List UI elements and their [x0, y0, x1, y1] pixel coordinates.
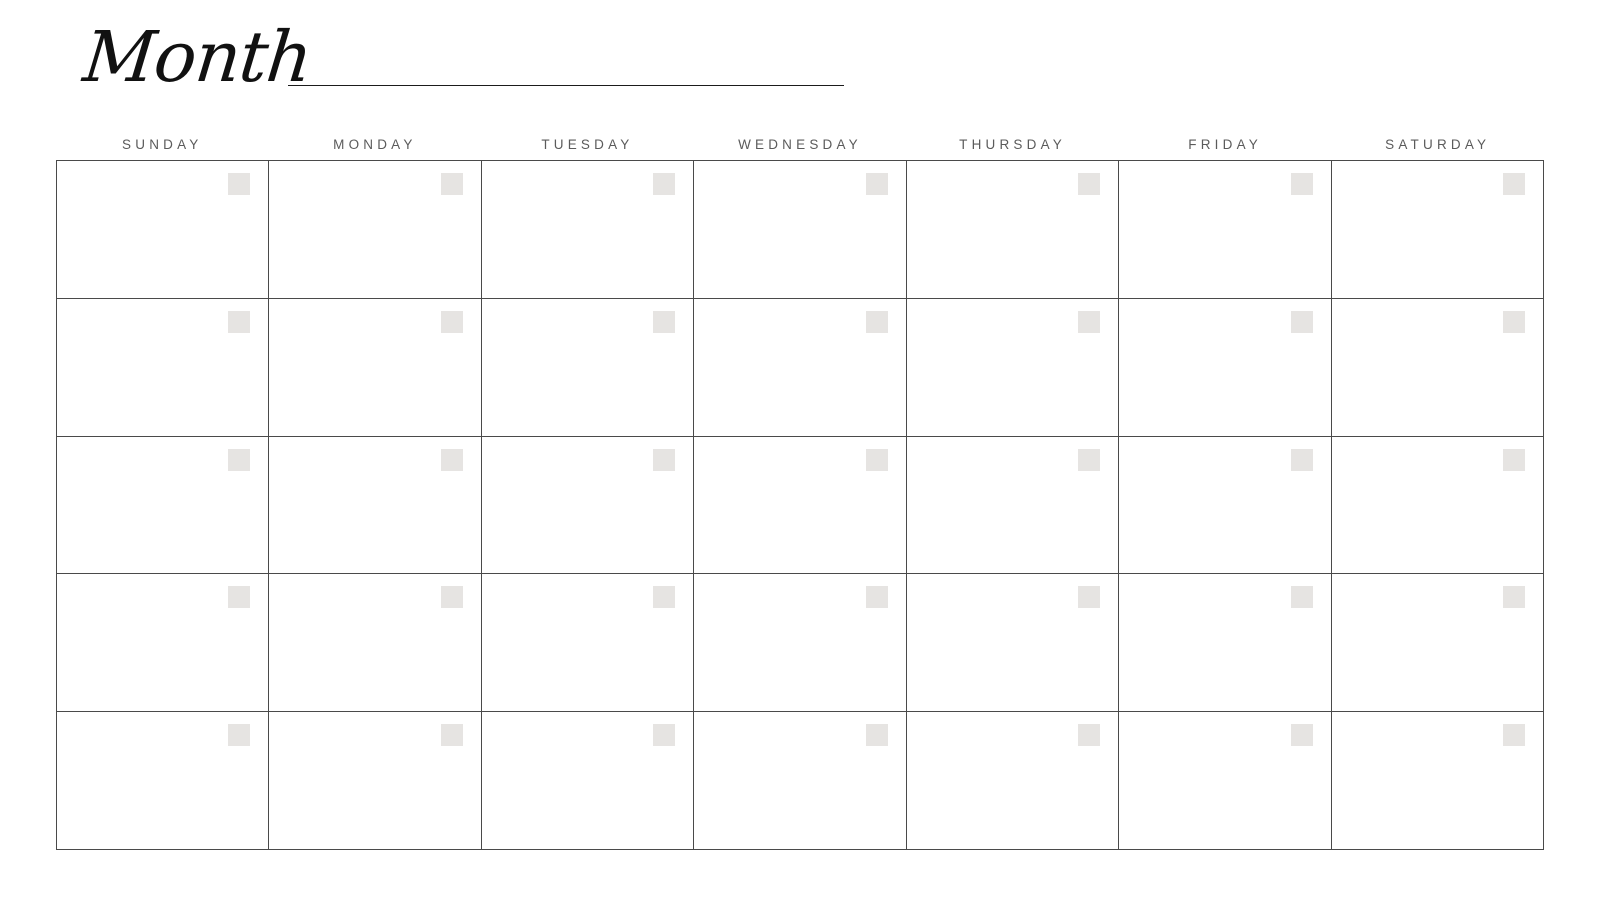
date-number[interactable]	[1291, 586, 1313, 608]
calendar-day-cell[interactable]	[907, 161, 1119, 299]
date-number[interactable]	[441, 586, 463, 608]
date-number[interactable]	[228, 311, 250, 333]
date-number[interactable]	[653, 449, 675, 471]
page-title	[79, 16, 316, 98]
calendar-day-cell[interactable]	[1119, 299, 1331, 437]
calendar-day-cell[interactable]	[57, 574, 269, 712]
calendar-day-cell[interactable]	[57, 299, 269, 437]
calendar-day-cell[interactable]	[907, 299, 1119, 437]
date-number[interactable]	[1503, 586, 1525, 608]
date-number[interactable]	[1078, 724, 1100, 746]
date-number[interactable]	[1291, 724, 1313, 746]
calendar-day-cell[interactable]	[694, 574, 906, 712]
calendar-day-cell[interactable]	[269, 437, 481, 575]
dayname-saturday: SATURDAY	[1385, 136, 1491, 152]
date-number[interactable]	[1291, 311, 1313, 333]
date-number[interactable]	[866, 311, 888, 333]
date-number[interactable]	[441, 311, 463, 333]
page-title-text: Month	[79, 16, 316, 98]
calendar-grid	[56, 160, 1544, 850]
calendar-day-cell[interactable]	[907, 712, 1119, 850]
date-number[interactable]	[866, 724, 888, 746]
calendar-day-cell[interactable]	[1119, 712, 1331, 850]
calendar-day-cell[interactable]	[907, 437, 1119, 575]
date-number[interactable]	[653, 173, 675, 195]
calendar-day-cell[interactable]	[1119, 574, 1331, 712]
calendar-day-cell[interactable]	[1332, 712, 1544, 850]
dayname-wednesday: WEDNESDAY	[738, 136, 862, 152]
calendar-day-cell[interactable]	[482, 299, 694, 437]
date-number[interactable]	[228, 586, 250, 608]
calendar-day-cell[interactable]	[269, 712, 481, 850]
date-number[interactable]	[228, 173, 250, 195]
date-number[interactable]	[1503, 449, 1525, 471]
dayname-thursday: THURSDAY	[959, 136, 1066, 152]
calendar-day-cell[interactable]	[694, 437, 906, 575]
calendar-day-cell[interactable]	[694, 161, 906, 299]
date-number[interactable]	[653, 311, 675, 333]
calendar-day-cell[interactable]	[907, 574, 1119, 712]
date-number[interactable]	[441, 173, 463, 195]
date-number[interactable]	[1078, 586, 1100, 608]
calendar-day-cell[interactable]	[694, 299, 906, 437]
date-number[interactable]	[653, 724, 675, 746]
date-number[interactable]	[866, 173, 888, 195]
calendar-day-cell[interactable]	[482, 712, 694, 850]
calendar-day-cell[interactable]	[694, 712, 906, 850]
calendar-day-cell[interactable]	[269, 161, 481, 299]
calendar-day-cell[interactable]	[1332, 299, 1544, 437]
day-name-row	[56, 130, 1544, 158]
date-number[interactable]	[228, 449, 250, 471]
calendar-day-cell[interactable]	[1332, 161, 1544, 299]
calendar-day-cell[interactable]	[482, 437, 694, 575]
date-number[interactable]	[1503, 173, 1525, 195]
date-number[interactable]	[441, 449, 463, 471]
date-number[interactable]	[1503, 724, 1525, 746]
calendar-day-cell[interactable]	[1119, 161, 1331, 299]
calendar-day-cell[interactable]	[57, 712, 269, 850]
date-number[interactable]	[653, 586, 675, 608]
date-number[interactable]	[866, 449, 888, 471]
dayname-monday: MONDAY	[333, 136, 417, 152]
date-number[interactable]	[1291, 449, 1313, 471]
calendar-day-cell[interactable]	[482, 574, 694, 712]
calendar-day-cell[interactable]	[269, 299, 481, 437]
date-number[interactable]	[1078, 449, 1100, 471]
dayname-sunday: SUNDAY	[122, 136, 203, 152]
date-number[interactable]	[441, 724, 463, 746]
date-number[interactable]	[866, 586, 888, 608]
dayname-friday: FRIDAY	[1188, 136, 1262, 152]
calendar-day-cell[interactable]	[57, 161, 269, 299]
dayname-tuesday: TUESDAY	[541, 136, 634, 152]
calendar-day-cell[interactable]	[269, 574, 481, 712]
calendar-day-cell[interactable]	[1332, 574, 1544, 712]
calendar-header	[0, 0, 1600, 122]
calendar-day-cell[interactable]	[1332, 437, 1544, 575]
calendar-day-cell[interactable]	[482, 161, 694, 299]
calendar-day-cell[interactable]	[1119, 437, 1331, 575]
month-name-write-in-line[interactable]	[288, 85, 844, 86]
date-number[interactable]	[228, 724, 250, 746]
calendar-day-cell[interactable]	[57, 437, 269, 575]
date-number[interactable]	[1503, 311, 1525, 333]
date-number[interactable]	[1078, 173, 1100, 195]
date-number[interactable]	[1291, 173, 1313, 195]
date-number[interactable]	[1078, 311, 1100, 333]
